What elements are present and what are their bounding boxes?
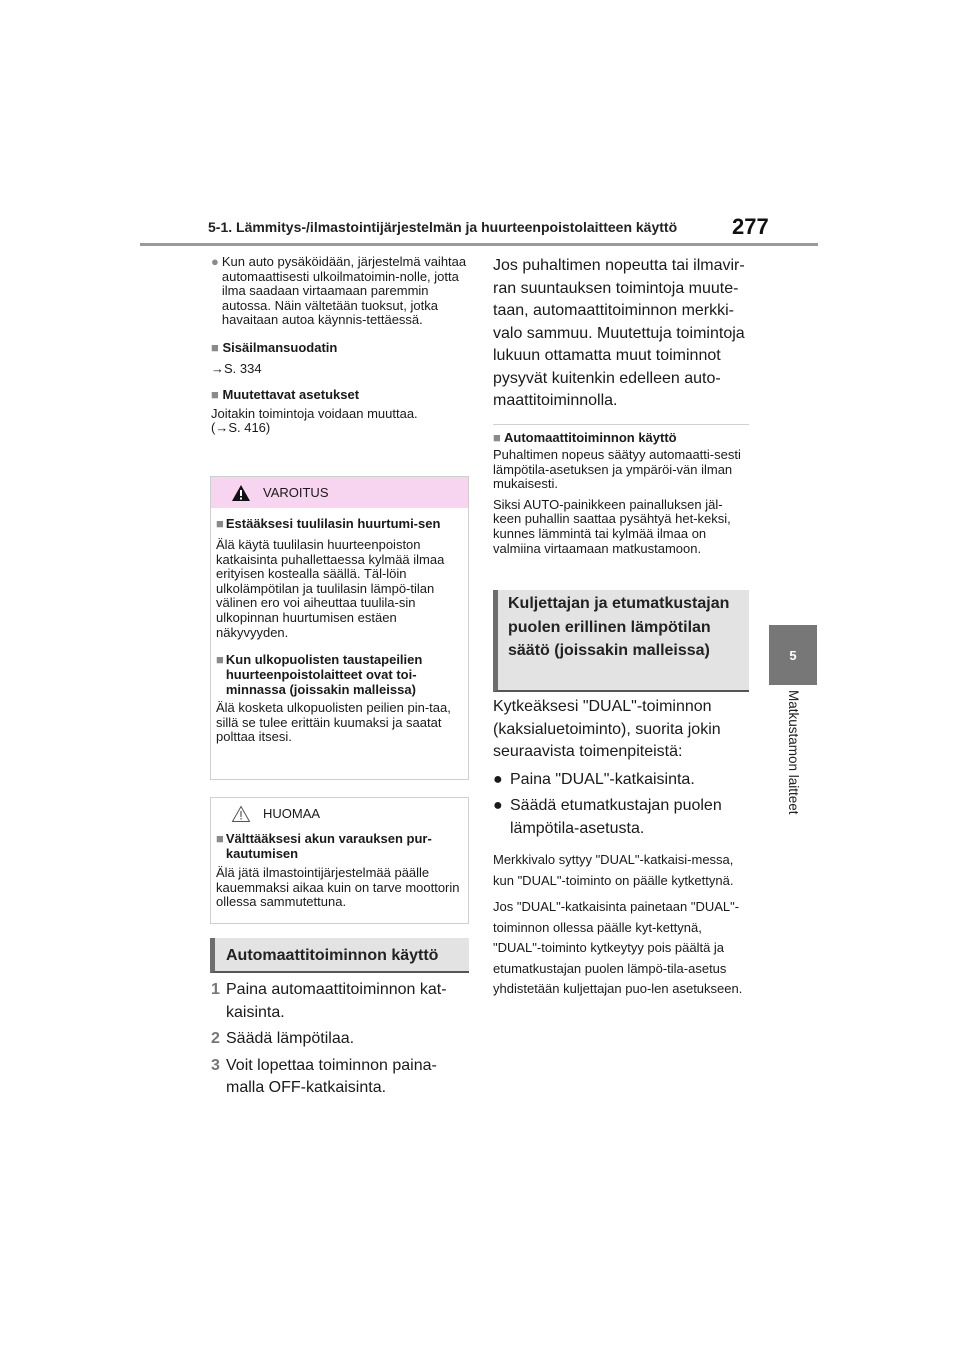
square-bullet-icon: ■ — [216, 652, 224, 668]
filter-reference: →S. 334 — [211, 360, 262, 376]
step-item: 3 Voit lopettaa toiminnon paina-malla OFF-katkaisinta. — [211, 1056, 437, 1096]
notice-item-heading: ■ Välttääksesi akun varauksen pur-kautumisen — [216, 831, 432, 861]
intro-paragraph: Jos puhaltimen nopeutta tai ilmavir-ran suuntauksen toimintoja muute-taan, automaattitoiminnon merkki-valo sammuu. Muutettuja toimintoja lukuun ottamatta muut toiminnot pysyvät kuitenkin edelleen auto-maattitoiminnolla. — [493, 257, 745, 409]
auto-use-section — [493, 430, 749, 556]
step-item: 2 Säädä lämpötilaa. — [211, 1030, 355, 1047]
notice-item-text: Älä jätä ilmastointijärjestelmää päälle kauemmaksi aikaa kuin on tarve moottorin ollessa sammutettuna. — [216, 865, 460, 910]
dual-note: Merkkivalo syttyy "DUAL"-katkaisi-messa, kun "DUAL"-toiminto on päälle kytkettynä. — [493, 852, 734, 888]
section-divider — [493, 424, 749, 425]
caution-triangle-icon — [231, 805, 251, 823]
left-column — [211, 255, 469, 436]
auto-use-text: Siksi AUTO-painikkeen painalluksen jäl-keen puhallin saattaa pysähtyä het-keksi, kunnes lämmintä tai kylmää ilmaa on valmiina virtaamaan matkustamoon. — [493, 496, 731, 556]
page-number: 277 — [732, 214, 769, 239]
settings-reference: (→S. 416) — [211, 420, 271, 436]
warning-header — [211, 477, 468, 508]
warning-box — [210, 476, 469, 780]
auto-use-text: Puhaltimen nopeus säätyy automaatti-sesti lämpötila-asetuksen ja ympäröi-vän ilman mukaisesti. — [493, 447, 741, 492]
dual-zone-heading: Kuljettajan ja etumatkustajan puolen erillinen lämpötilan säätö (joissakin malleissa) — [493, 590, 749, 692]
chapter-tab: 5 — [769, 625, 817, 685]
settings-heading: ■ Muutettavat asetukset — [211, 386, 360, 402]
filter-heading: ■ Sisäilmansuodatin — [211, 339, 338, 355]
settings-text: Joitakin toimintoja voidaan muuttaa. — [211, 405, 418, 421]
warning-item2-text: Älä kosketa ulkopuolisten peilien pin-taa, sillä se tulee erittäin kuumaksi ja saatat polttaa itsesi. — [216, 700, 451, 745]
step-item: 1 Paina automaattitoiminnon kat-kaisinta. — [211, 981, 447, 1021]
dual-bullet: ● Paina "DUAL"-katkaisinta. — [493, 769, 751, 792]
square-bullet-icon: ■ — [216, 516, 224, 531]
bullet-dot-icon: ● — [493, 770, 503, 788]
chapter-side-title: Matkustamon laitteet — [786, 690, 801, 815]
dual-note: Jos "DUAL"-katkaisinta painetaan "DUAL"-toiminnon ollessa päälle kyt-kettynä, "DUAL"-toiminto kytkeytyy pois päältä ja etumatkustajan puolen lämpö-tila-asetus yhdistetään kuljettajan puo-len asetukseen. — [493, 899, 743, 996]
running-header: 5-1. Lämmitys-/ilmastointijärjestelmän ja huurteenpoistolaitteen käyttö — [208, 219, 678, 235]
square-bullet-icon: ■ — [211, 386, 219, 402]
steps-list — [211, 979, 469, 1100]
square-bullet-icon: ■ — [216, 831, 224, 846]
dual-intro: Kytkeäksesi "DUAL"-toiminnon (kaksialuetoiminto), suorita jokin seuraavista toimenpiteistä: — [493, 698, 721, 760]
dual-bullet: ● Säädä etumatkustajan puolen lämpötila-asetusta. — [493, 795, 751, 840]
warning-title: VAROITUS — [263, 485, 329, 500]
bullet-dot-icon: ● — [493, 797, 503, 814]
auto-use-heading: ■ Automaattitoiminnon käyttö — [493, 430, 677, 445]
auto-function-heading: Automaattitoiminnon käyttö — [210, 938, 469, 973]
bullet-dot-icon: ● — [211, 254, 219, 269]
notice-header — [211, 798, 468, 829]
notice-title: HUOMAA — [263, 806, 321, 821]
dual-section — [493, 696, 751, 1000]
square-bullet-icon: ■ — [493, 430, 501, 445]
warning-triangle-icon — [231, 484, 251, 502]
warning-item2-heading: ■ Kun ulkopuolisten taustapeilien huurteenpoistolaitteet ovat toi-minnassa (joissakin malleissa) — [216, 652, 423, 698]
intro-bullet: ● Kun auto pysäköidään, järjestelmä vaihtaa automaattisesti ulkoilmatoimin-nolle, jotta ilma saadaan virtaamaan paremmin autossa. Näin vältetään tuoksut, jotka havaitaan autoa käynnis-tettäessä. — [211, 254, 467, 328]
header-divider — [140, 243, 818, 246]
warning-item1-heading: ■ Estääksesi tuulilasin huurtumi-sen — [216, 516, 441, 531]
notice-box — [210, 797, 469, 924]
square-bullet-icon: ■ — [211, 339, 219, 355]
warning-item1-text: Älä käytä tuulilasin huurteenpoiston katkaisinta puhallettaessa kylmää ilmaa erityisen kostealla säällä. Täl-löin ulkolämpötilan ja tuulilasin lämpö-tilan välinen ero voi aiheuttaa tuulila-sin ulkopinnan huurtumisen estäen näkyvyyden. — [216, 537, 445, 640]
